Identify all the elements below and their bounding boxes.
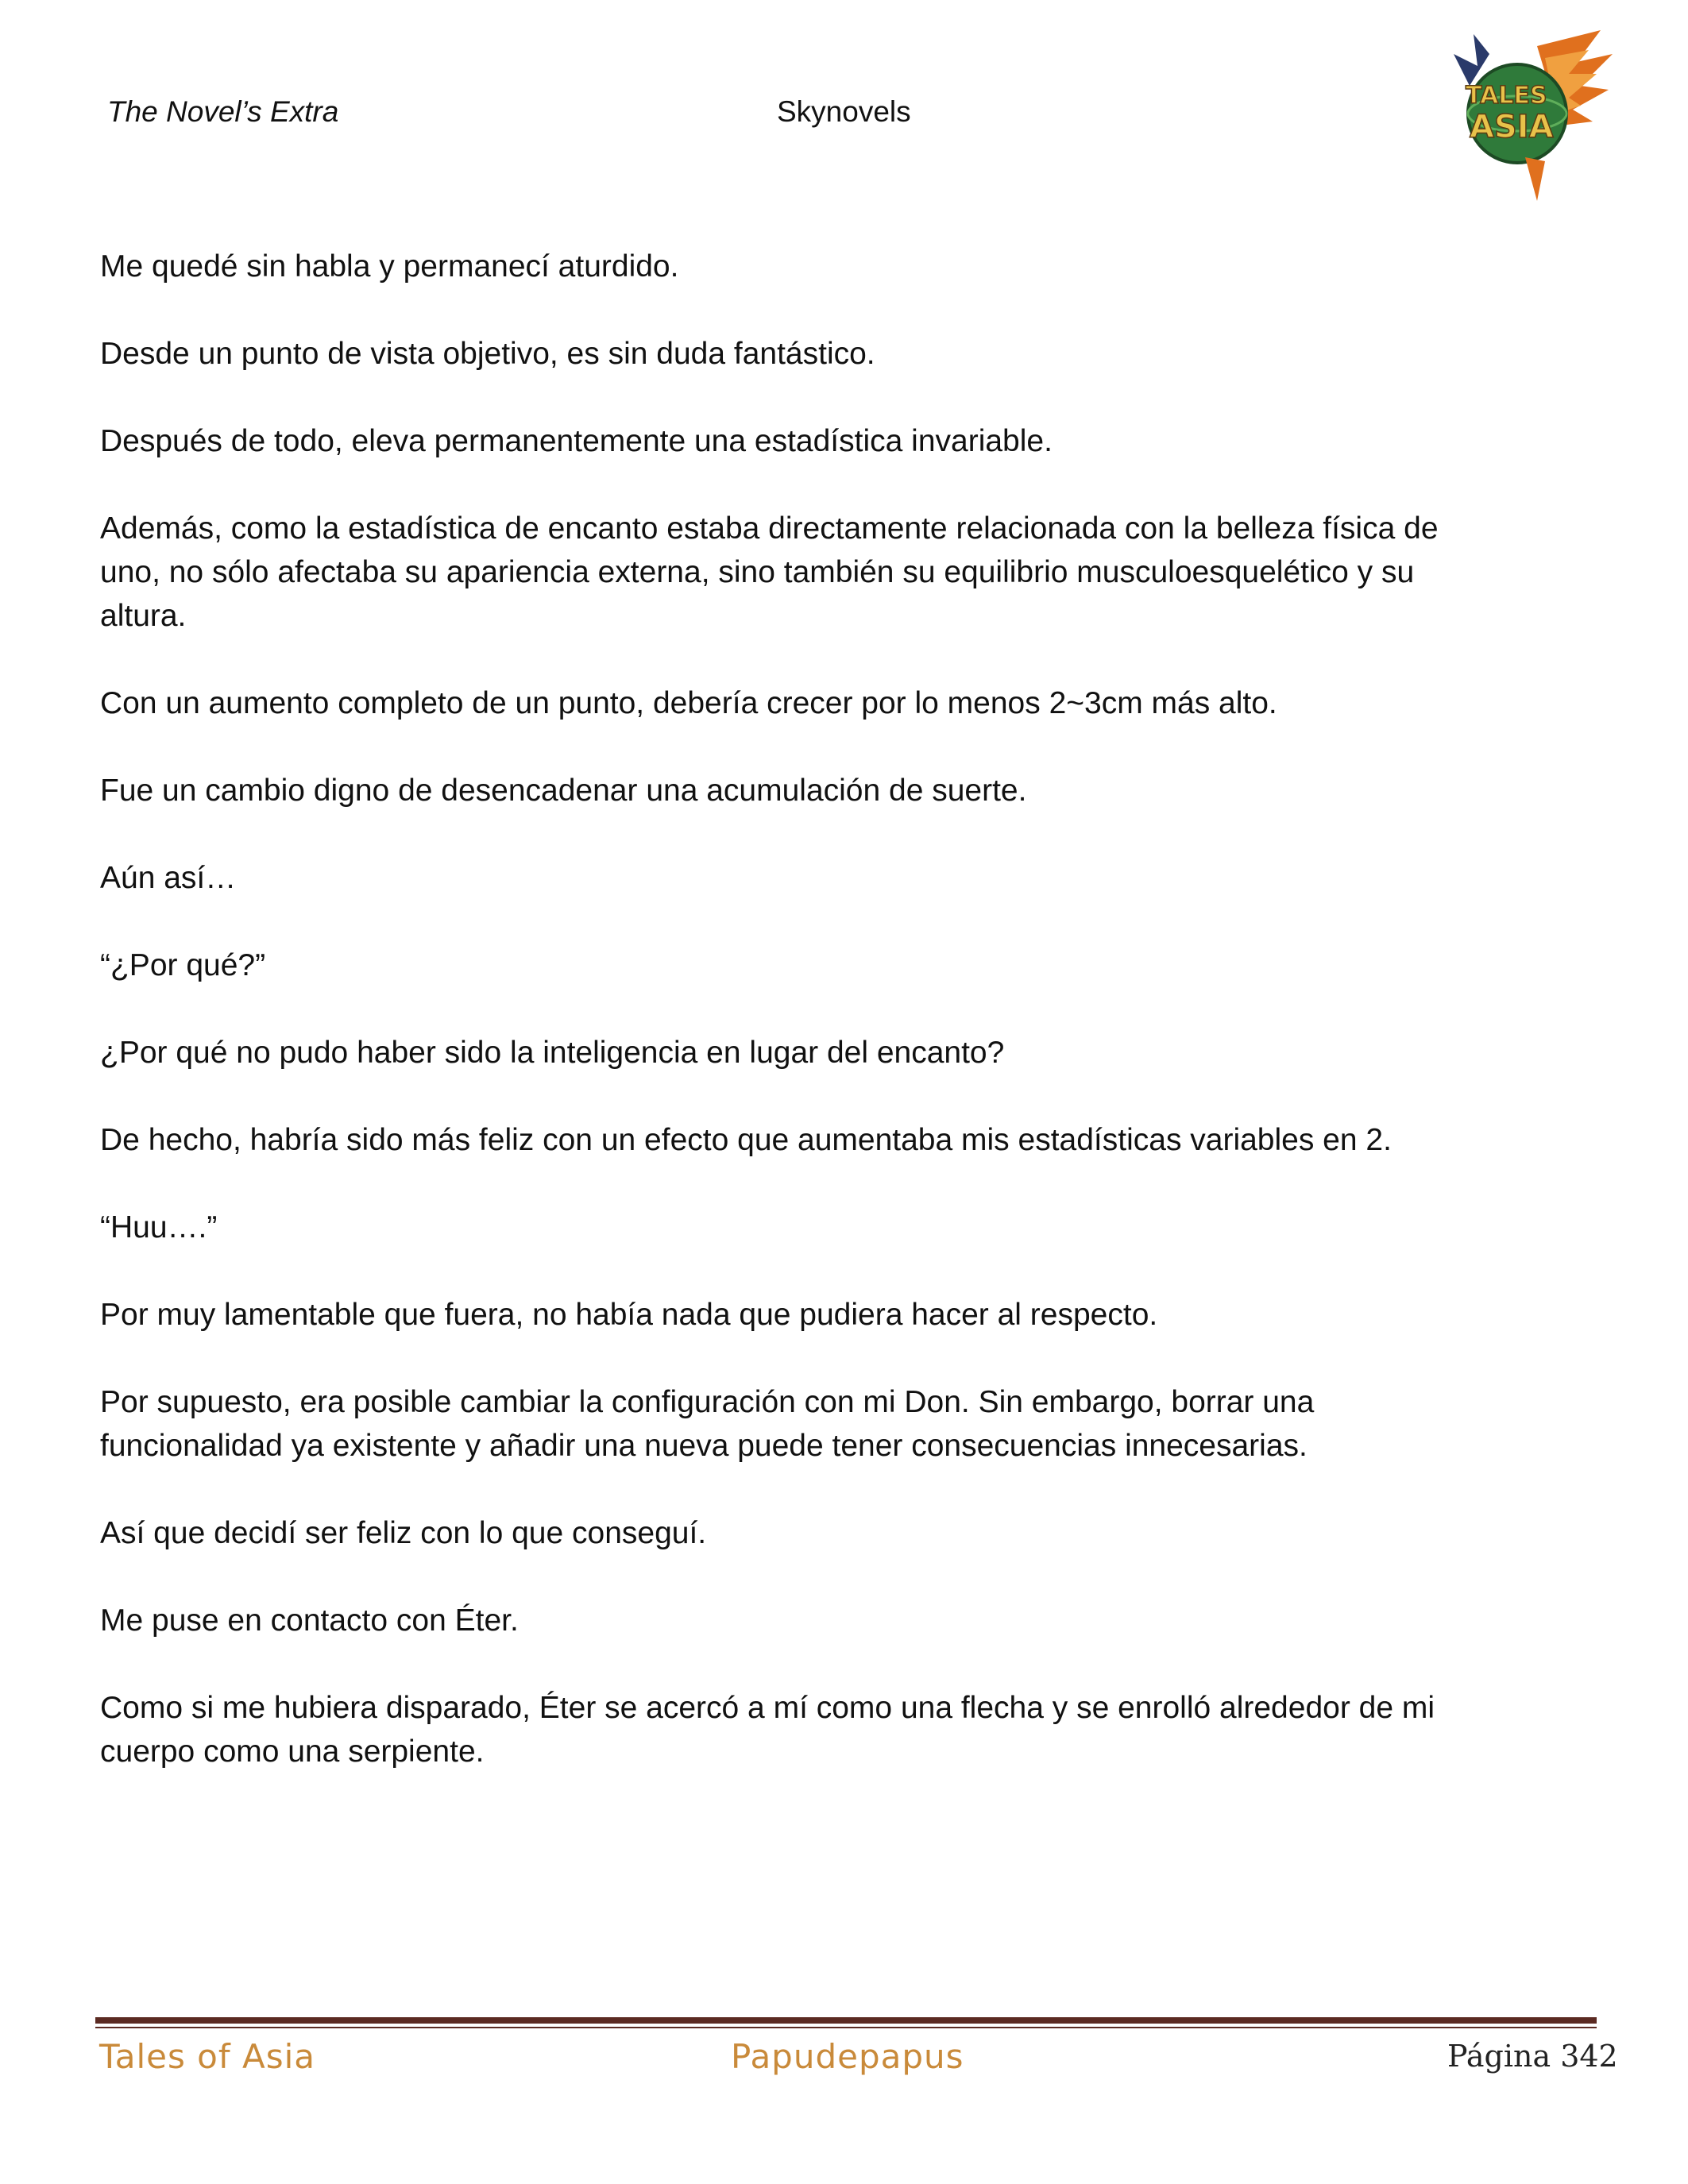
paragraph: Después de todo, eleva permanentemente una estadística invariable.	[100, 424, 1053, 458]
paragraph: De hecho, habría sido más feliz con un efecto que aumentaba mis estadísticas variables en 2.	[100, 1123, 1392, 1157]
svg-text:TALES: TALES	[1466, 82, 1547, 110]
paragraph: “Huu….”	[100, 1210, 218, 1244]
paragraph: Como si me hubiera disparado, Éter se acercó a mí como una flecha y se enrolló alrededor de mi cuerpo como una serpiente.	[100, 1691, 1435, 1769]
paragraph: Me quedé sin habla y permanecí aturdido.	[100, 249, 679, 284]
paragraph: Desde un punto de vista objetivo, es sin duda fantástico.	[100, 337, 875, 371]
footer-publisher: Tales of Asia	[99, 2037, 316, 2076]
paragraph: Además, como la estadística de encanto estaba directamente relacionada con la belleza física de uno, no sólo afectaba su apariencia externa, sino también su equilibrio musculoesquelético y su altura.	[100, 511, 1439, 633]
header-novel-title: The Novel’s Extra	[107, 95, 339, 128]
page-number: Página 342	[1447, 2039, 1618, 2074]
svg-text:ASIA: ASIA	[1470, 109, 1554, 145]
footer-divider-thick	[95, 2017, 1597, 2024]
footer-divider-thin	[95, 2027, 1597, 2028]
footer-translator: Papudepapus	[731, 2037, 964, 2076]
paragraph: Me puse en contacto con Éter.	[100, 1603, 519, 1638]
paragraph: Por muy lamentable que fuera, no había nada que pudiera hacer al respecto.	[100, 1298, 1158, 1332]
header-site-name: Skynovels	[777, 95, 911, 128]
page-footer	[0, 2037, 1688, 2093]
paragraph: ¿Por qué no pudo haber sido la inteligencia en lugar del encanto?	[100, 1036, 1005, 1070]
chapter-body	[100, 245, 1593, 1817]
paragraph: Fue un cambio digno de desencadenar una acumulación de suerte.	[100, 774, 1027, 808]
paragraph: Así que decidí ser feliz con lo que conseguí.	[100, 1516, 707, 1550]
page-header	[0, 95, 1688, 143]
tales-of-asia-logo	[1442, 30, 1617, 201]
paragraph: “¿Por qué?”	[100, 948, 266, 982]
paragraph: Con un aumento completo de un punto, debería crecer por lo menos 2~3cm más alto.	[100, 686, 1277, 720]
paragraph: Por supuesto, era posible cambiar la configuración con mi Don. Sin embargo, borrar una funcionalidad ya existente y añadir una nueva puede tener consecuencias innecesarias.	[100, 1385, 1315, 1463]
paragraph: Aún así…	[100, 861, 237, 895]
